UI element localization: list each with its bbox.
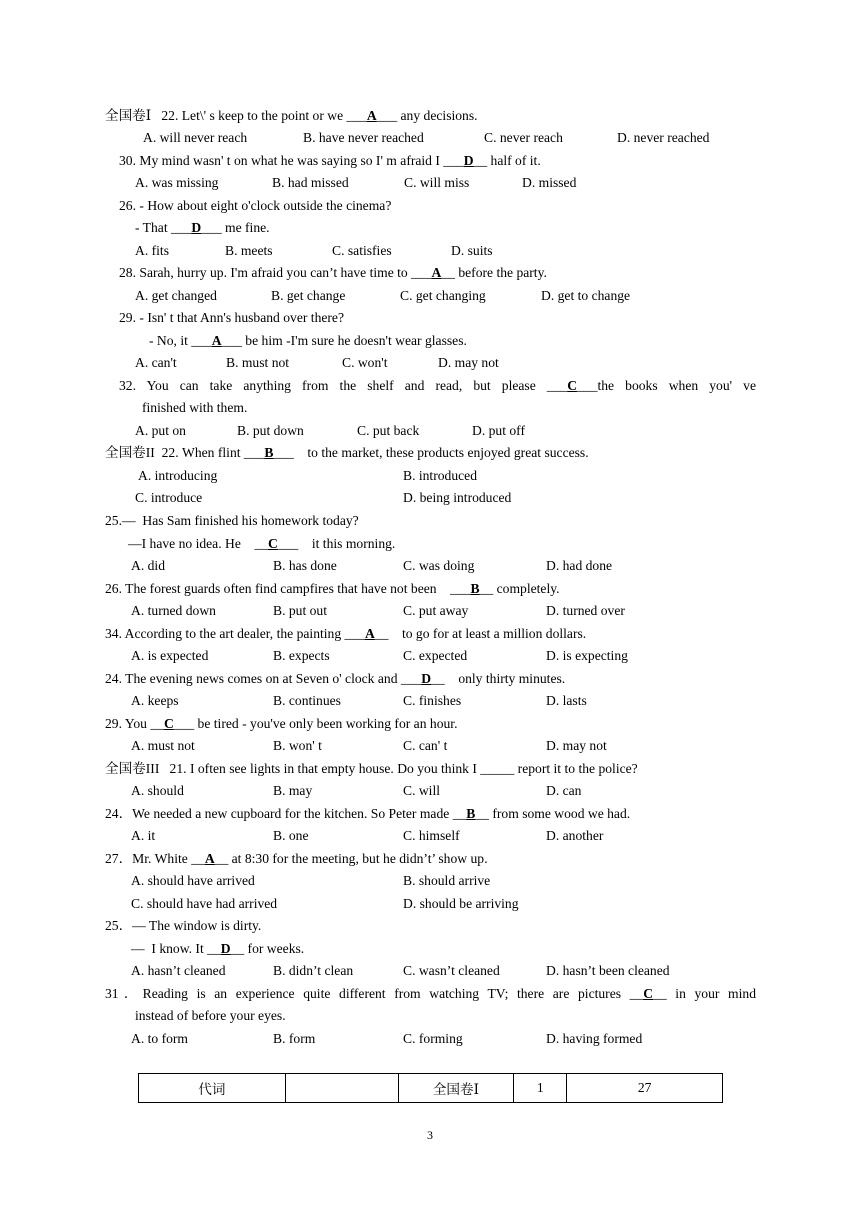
table-cell-question: 27 (567, 1074, 723, 1103)
question-text: 30. My mind wasn' t on what he was saying so I' m afraid I ___ (119, 153, 464, 168)
option-text: C. will (403, 783, 441, 798)
summary-table (138, 1073, 723, 1103)
answer-letter: D (191, 220, 202, 235)
answer-letter: D (463, 153, 474, 168)
option-text: D. lasts (546, 693, 587, 708)
question-line (119, 152, 541, 170)
question-text: 32. You can take anything from the shelf and read, but please ___ (119, 378, 568, 393)
option-text: C. put away (403, 603, 469, 618)
answer-letter: D (220, 941, 231, 956)
question-text: —I have no idea. He __ (128, 536, 269, 551)
question-text: finished with them. (142, 400, 248, 415)
option-text: C. satisfies (332, 243, 392, 258)
question-line (119, 309, 344, 327)
question-text: ___ me fine. (201, 220, 270, 235)
option-text: A. will never reach (143, 130, 248, 145)
option-text: A. turned down (131, 603, 216, 618)
option-text: B. have never reached (303, 130, 424, 145)
question-text: ___the books when you' ve (577, 378, 756, 393)
question-text: __ half of it. (473, 153, 541, 168)
option-text: D. having formed (546, 1031, 643, 1046)
option-text: B. may (273, 783, 313, 798)
option-text: A. should have arrived (131, 873, 255, 888)
option-text: A. did (131, 558, 165, 573)
question-text: 全国卷Ⅰ 22. Let\' s keep to the point or we ___ (105, 108, 367, 123)
option-text: B. should arrive (403, 873, 491, 888)
answer-letter: A (211, 333, 222, 348)
option-text: B. must not (226, 355, 290, 370)
option-text: B. put down (237, 423, 304, 438)
question-text: instead of before your eyes. (135, 1008, 286, 1023)
option-text: A. keeps (131, 693, 179, 708)
option-text: C. get changing (400, 288, 486, 303)
option-text: A. must not (131, 738, 195, 753)
answer-letter: A (364, 626, 375, 641)
option-text: B. won' t (273, 738, 322, 753)
question-text: __ at 8:30 for the meeting, but he didn’t’ show up. (214, 851, 488, 866)
question-text: __ from some wood we had. (475, 806, 631, 821)
question-line (105, 850, 487, 868)
question-line (105, 444, 589, 462)
option-text: B. didn’t clean (273, 963, 354, 978)
question-text: 24. The evening news comes on at Seven o' clock and ___ (105, 671, 422, 686)
answer-letter: C (643, 986, 654, 1001)
question-text: 29. - Isn' t that Ann's husband over there? (119, 310, 344, 325)
question-text: __ for weeks. (230, 941, 305, 956)
option-text: D. can (546, 783, 582, 798)
option-text: B. introduced (403, 468, 477, 483)
question-text: 29. You __ (105, 716, 164, 731)
table-cell-category: 代词 (139, 1074, 286, 1103)
question-text: 24．We needed a new cupboard for the kitchen. So Peter made __ (105, 806, 467, 821)
option-text: D. missed (522, 175, 577, 190)
option-text: B. has done (273, 558, 337, 573)
question-text: 全国卷ΙΙ 22. When flint ___ (105, 445, 265, 460)
option-text: A. should (131, 783, 184, 798)
option-text: B. continues (273, 693, 341, 708)
option-text: A. get changed (135, 288, 217, 303)
answer-letter: B (466, 806, 476, 821)
question-line (119, 264, 547, 282)
answer-letter: C (163, 716, 174, 731)
answer-letter: A (431, 265, 442, 280)
question-text: 26. The forest guards often find campfires that have not been ___ (105, 581, 471, 596)
option-text: D. suits (451, 243, 493, 258)
question-text: __ before the party. (441, 265, 547, 280)
question-line (105, 512, 359, 530)
question-line (135, 219, 270, 237)
option-text: A. is expected (131, 648, 209, 663)
question-text: ___ be tired - you've only been working for an hour. (173, 716, 458, 731)
question-text: 27．Mr. White __ (105, 851, 205, 866)
question-line (131, 940, 304, 958)
option-text: B. one (273, 828, 309, 843)
option-text: B. expects (273, 648, 330, 663)
option-text: C. put back (357, 423, 420, 438)
question-text: 全国卷ΙΙΙ 21. I often see lights in that empty house. Do you think I _____ report it to the police? (105, 761, 638, 776)
table-cell-paper: 全国卷Ⅰ (398, 1074, 514, 1103)
option-text: D. may not (546, 738, 607, 753)
question-text: 25.— Has Sam finished his homework today? (105, 513, 359, 528)
option-text: A. fits (135, 243, 169, 258)
question-line (119, 197, 391, 215)
question-text: __ in your mind (653, 986, 756, 1001)
question-text: — I know. It __ (131, 941, 221, 956)
option-text: A. can't (135, 355, 177, 370)
question-text: ___ any decisions. (376, 108, 478, 123)
option-text: C. was doing (403, 558, 475, 573)
option-text: B. form (273, 1031, 316, 1046)
option-text: D. had done (546, 558, 613, 573)
option-text: A. it (131, 828, 156, 843)
option-text: A. was missing (135, 175, 219, 190)
question-line (119, 377, 756, 395)
option-text: C. introduce (135, 490, 203, 505)
table-row (139, 1074, 723, 1103)
answer-letter: C (268, 536, 278, 551)
question-line (105, 760, 638, 778)
option-text: B. put out (273, 603, 328, 618)
question-text: ___ it this morning. (277, 536, 396, 551)
question-line (105, 107, 478, 125)
option-text: A. to form (131, 1031, 189, 1046)
table-cell-empty (285, 1074, 398, 1103)
page-number: 3 (427, 1128, 433, 1142)
question-text: 34. According to the art dealer, the painting ___ (105, 626, 365, 641)
question-text: ___ be him -I'm sure he doesn't wear glasses. (221, 333, 467, 348)
question-line (105, 580, 560, 598)
question-text: ___ to the market, these products enjoyed great success. (273, 445, 589, 460)
option-text: B. meets (225, 243, 273, 258)
question-line (105, 917, 261, 935)
question-text: __ completely. (479, 581, 560, 596)
option-text: C. won't (342, 355, 388, 370)
question-text: __ only thirty minutes. (431, 671, 566, 686)
option-text: C. wasn’t cleaned (403, 963, 500, 978)
answer-letter: D (421, 671, 432, 686)
option-text: A. hasn’t cleaned (131, 963, 226, 978)
question-line (105, 715, 457, 733)
option-text: C. can' t (403, 738, 448, 753)
question-text: 25．— The window is dirty. (105, 918, 262, 933)
question-text: 26. - How about eight o'clock outside the cinema? (119, 198, 392, 213)
question-line (128, 535, 395, 553)
answer-letter: C (567, 378, 578, 393)
option-text: C. expected (403, 648, 468, 663)
option-text: D. being introduced (403, 490, 512, 505)
question-text: - No, it ___ (149, 333, 212, 348)
question-line (135, 1007, 286, 1025)
question-line (142, 399, 247, 417)
question-line (105, 670, 565, 688)
question-text: 31．Reading is an experience quite different from watching TV; there are pictures __ (105, 986, 644, 1001)
answer-letter: B (264, 445, 274, 460)
answer-letter: A (204, 851, 215, 866)
option-text: D. turned over (546, 603, 625, 618)
question-line (105, 985, 756, 1003)
option-text: D. may not (438, 355, 499, 370)
answer-letter: B (470, 581, 480, 596)
question-line (149, 332, 467, 350)
option-text: D. should be arriving (403, 896, 519, 911)
option-text: C. should have had arrived (131, 896, 278, 911)
question-line (105, 625, 586, 643)
table-cell-count: 1 (514, 1074, 567, 1103)
option-text: D. another (546, 828, 604, 843)
option-text: D. never reached (617, 130, 710, 145)
option-text: D. is expecting (546, 648, 628, 663)
option-text: B. get change (271, 288, 346, 303)
question-text: - That ___ (135, 220, 192, 235)
answer-letter: A (366, 108, 377, 123)
option-text: C. finishes (403, 693, 462, 708)
option-text: D. put off (472, 423, 525, 438)
option-text: B. had missed (272, 175, 349, 190)
option-text: C. himself (403, 828, 460, 843)
option-text: C. will miss (404, 175, 470, 190)
question-line (105, 805, 630, 823)
option-text: C. never reach (484, 130, 563, 145)
option-text: A. introducing (138, 468, 218, 483)
question-text: 28. Sarah, hurry up. I'm afraid you can’t have time to ___ (119, 265, 432, 280)
question-text: __ to go for at least a million dollars. (374, 626, 587, 641)
option-text: D. hasn’t been cleaned (546, 963, 670, 978)
option-text: A. put on (135, 423, 186, 438)
option-text: D. get to change (541, 288, 631, 303)
option-text: C. forming (403, 1031, 463, 1046)
